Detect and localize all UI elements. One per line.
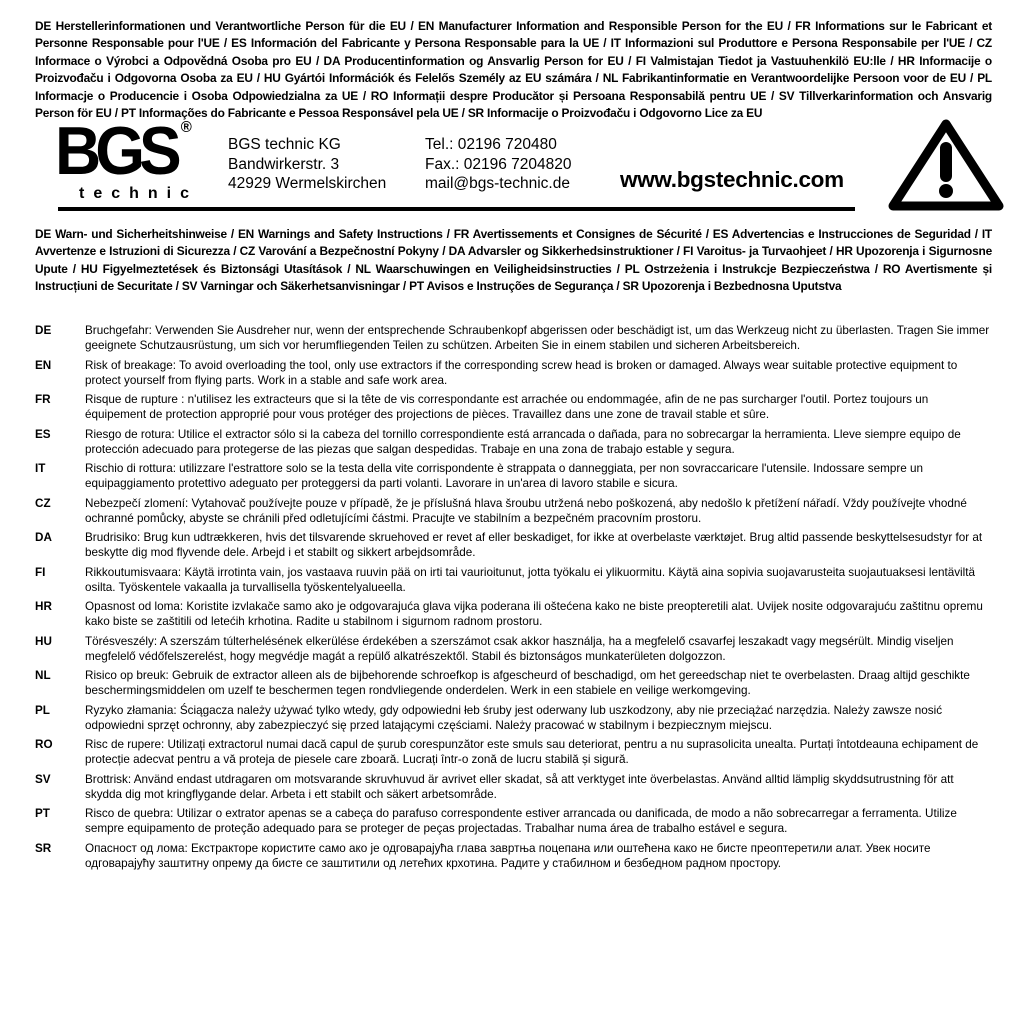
warning-text: Risk of breakage: To avoid overloading the tool, only use extractors if the corresponding screw head is broken or damaged. Always wear suitable protective equipment to protect yourself from flying parts. Work in a stable and safe work area. (85, 358, 958, 387)
language-code: DA (35, 531, 52, 544)
manufacturer-info-header: DE Herstellerinformationen und Verantwortliche Person für die EU / EN Manufacturer Information and Responsible Person for the EU / FR Informations sur le Fabricant et Personne Responsable pour l'UE / ES Información del Fabricante y Persona Responsable para la UE / IT Informazioni sul Produttore e Persona Responsabile per l'UE / CZ Informace o Výrobci a Odpovědná Osoba pro EU / DA Producentinformation og Ansvarlig Person for EU / FI Valmistajan Tiedot ja Vastuuhenkilö EU:lle / HR Informacije o Proizvođaču i Odgovorna Osoba za EU / HU Gyártói Információk és Felelős Személy az EU számára / NL Fabrikantinformatie en Verantwoordelijke Persoon voor de EU / PL Informacje o Producencie i Osoba Odpowiedzialna za UE / RO Informații despre Producător și Persoana Responsabilă pentru UE / SV Tillverkarinformation och Ansvarig Person för EU / PT Informações do Fabricante e Pessoa Responsável pela UE / SR Informacije o Proizvođaču i Odgovorno Lice za EU (35, 19, 992, 121)
language-code: NL (35, 669, 51, 682)
language-code: SR (35, 841, 52, 855)
warning-text: Risico op breuk: Gebruik de extractor alleen als de bijbehorende schroefkop is afgescheurd of beschadigd, om het gereedschap niet te overbelasten. Draag altijd geschikte beschermingsmiddelen om uzelf te beschermen tegen rondvliegende onderdelen. Werk in een stabiele en veilige werkomgeving. (85, 669, 970, 697)
warning-entry (35, 841, 992, 871)
warning-entry (35, 703, 992, 733)
warning-text: Risc de rupere: Utilizați extractorul numai dacă capul de șurub corespunzător este smuls sau deteriorat, pentru a nu suprasolicita unealta. Purtați întotdeauna echipament de protecție adecvat pentru a vă proteja de piesele care zboară. Lucrați într-o zonă de lucru stabilă și sigură. (85, 738, 979, 766)
warning-text: Opasnost od loma: Koristite izvlakače samo ako je odgovarajuća glava vijka poderana ili oštećena kako ne biste preopteretili alat. Uvijek nosite odgovarajuću zaštitnu opremu kako biste se zaštitili od letećih krhotina. Radite u stabilnom i sigurnom radnom prostoru. (85, 600, 983, 628)
company-contact-block (425, 135, 572, 194)
warning-text: Brudrisiko: Brug kun udtrækkeren, hvis det tilsvarende skruehoved er revet af eller beskadiget, for ikke at overbelaste værktøjet. Brug altid passende beskyttelsesudstyr for at beskytte dig mod flyvende dele. Arbejd i et stabilt og sikkert arbejdsområde. (85, 531, 983, 559)
warning-text: Risque de rupture : n'utilisez les extracteurs que si la tête de vis correspondante est arrachée ou endommagée, afin de ne pas surcharger l'outil. Portez toujours un équipement de protection approprié pour vous protéger des projections de pièces. Travaillez dans une zone de travail stable et sûre. (85, 393, 929, 421)
company-address-block (228, 135, 386, 194)
warning-triangle-icon (886, 117, 1006, 218)
warning-text: Ryzyko złamania: Ściągacza należy używać tylko wtedy, gdy odpowiedni łeb śruby jest oderwany lub uszkodzony, aby nie przeciążać narzędzia. Należy zawsze nosić odpowiedni sprzęt ochronny, aby zabezpieczyć się przed latającymi częściami. Należy pracować w stabilnym i bezpiecznym miejscu. (85, 703, 943, 732)
language-code: SV (35, 772, 51, 786)
bgs-logo-subtext: technic (79, 184, 199, 202)
warning-entry (35, 530, 992, 560)
warning-entry (35, 358, 992, 388)
warning-text: Brottrisk: Använd endast utdragaren om motsvarande skruvhuvud är avrivet eller skadat, så att verktyget inte överbelastas. Använd alltid lämplig skyddsutrustning för att skydda dig mot kringflygande delar. Arbeta i ett stabilt och säkert arbetsområde. (85, 772, 954, 801)
warning-entry (35, 461, 992, 491)
warning-entry (35, 668, 992, 698)
bgs-logo-wordmark (55, 112, 205, 190)
language-code: PL (35, 703, 50, 717)
warning-text: Riesgo de rotura: Utilice el extractor sólo si la cabeza del tornillo correspondiente está arrancada o dañada, para no sobrecargar la herramienta. Lleve siempre equipo de protección adecuado para protegerse de las piezas que salgan despedidas. Trabaje en una zona de trabajo estable y segura. (85, 427, 961, 456)
language-code: DE (35, 324, 52, 337)
language-code: RO (35, 738, 53, 751)
warning-entry (35, 565, 992, 595)
warning-entry (35, 323, 992, 353)
language-code: IT (35, 462, 46, 475)
company-phone: Tel.: 02196 720480 (425, 136, 557, 153)
warning-entry (35, 634, 992, 664)
bgs-logo (55, 112, 205, 203)
warning-text: Törésveszély: A szerszám túlterhelésének elkerülése érdekében a szerszámot csak akkor használja, ha a megfelelő csavarfej leszakadt vagy megsérült. Mindig viseljen megfelelő védőfelszerelést, hogy megvédje magát a repülő alkatrészektől. Stabil és biztonságos munkaterületen dolgozzon. (85, 634, 954, 663)
warning-text: Опасност од лома: Екстракторе користите само ако је одговарајућа глава завртња поцепана или оштећена како не бисте преоптеретили алат. Увек носите одговарајућу заштитну опрему да бисте се заштитили од летећих крхотина. Радите у стабилном и безбедном радном простору. (85, 841, 931, 870)
company-fax: Fax.: 02196 7204820 (425, 155, 572, 173)
header-divider-rule (58, 207, 855, 211)
warning-entry (35, 772, 992, 802)
registered-trademark-icon: ® (180, 118, 192, 137)
language-code: HR (35, 600, 52, 613)
bgs-logo-text: BGS (55, 112, 176, 190)
warning-text: Rikkoutumisvaara: Käytä irrotinta vain, jos vastaava ruuvin pää on irti tai vaurioitunut, jotta työkalu ei ylikuormitu. Käytä aina sopivia suojavarusteita suojautuaksesi lentäviltä osilta. Työskentele vakaalla ja turvallisella työskentelyalueella. (85, 565, 976, 594)
company-street: Bandwirkerstr. 3 (228, 155, 340, 173)
language-code: ES (35, 427, 51, 441)
language-code: FI (35, 565, 46, 579)
company-email: mail@bgs-technic.de (425, 175, 570, 192)
warning-entry (35, 599, 992, 629)
company-city: 42929 Wermelskirchen (228, 175, 387, 192)
language-code: PT (35, 807, 50, 820)
language-code: EN (35, 358, 52, 372)
warning-text: Risco de quebra: Utilizar o extrator apenas se a cabeça do parafuso correspondente estiver arrancada ou danificada, de modo a não sobrecarregar a ferramenta. Utilize sempre equipamento de proteção adequado para se proteger de peças projectadas. Trabalhar numa área de trabalho estável e segura. (85, 807, 957, 835)
warnings-list (35, 323, 992, 875)
warning-entry (35, 737, 992, 767)
language-code: HU (35, 634, 52, 648)
company-name: BGS technic KG (228, 136, 341, 153)
warning-entry (35, 806, 992, 836)
warning-text: Rischio di rottura: utilizzare l'estrattore solo se la testa della vite corrispondente è strappata o danneggiata, per non sovraccaricare l'utensile. Indossare sempre un equipaggiamento protettivo adeguato per proteggersi da parti volanti. Lavorare in un'area di lavoro stabile e sicura. (85, 462, 923, 490)
warning-text: Bruchgefahr: Verwenden Sie Ausdreher nur, wenn der entsprechende Schraubenkopf abgerissen oder beschädigt ist, um das Werkzeug nicht zu überlasten. Tragen Sie immer geeignete Schutzausrüstung, um sich vor herumfliegenden Teilen zu schützen. Arbeiten Sie in einem stabilen und sicheren Arbeitsbereich. (85, 324, 990, 352)
warning-entry (35, 392, 992, 422)
warning-entry (35, 427, 992, 457)
warning-text: Nebezpečí zlomení: Vytahovač používejte pouze v případě, že je příslušná hlava šroubu utržená nebo poškozená, aby nedošlo k přetížení nářadí. Vždy používejte vhodné ochranné pomůcky, abyste se chránili před odletujícími částmi. Pracujte ve stabilním a bezpečném pracovním prostoru. (85, 496, 967, 525)
language-code: FR (35, 393, 51, 406)
safety-instructions-header: DE Warn- und Sicherheitshinweise / EN Warnings and Safety Instructions / FR Avertissements et Consignes de Sécurité / ES Advertencias e Instrucciones de Seguridad / IT Avvertenze e Istruzioni di Sicurezza / CZ Varování a Bezpečnostní Pokyny / DA Advarsler og Sikkerhedsinstruktioner / FI Varoitus- ja Turvaohjeet / HR Upozorenja i Sigurnosne Upute / HU Figyelmeztetések és Biztonsági Utasítások / NL Waarschuwingen en Veiligheidsinstructies / PL Ostrzeżenia i Instrukcje Bezpieczeństwa / RO Avertismente și Instrucțiuni de Securitate / SV Varningar och Säkerhetsanvisningar / PT Avisos e Instruções de Segurança / SR Upozorenja i Bezbednosna Uputstva (35, 227, 992, 294)
language-code: CZ (35, 496, 51, 510)
warning-entry (35, 496, 992, 526)
company-website: www.bgstechnic.com (620, 167, 844, 192)
